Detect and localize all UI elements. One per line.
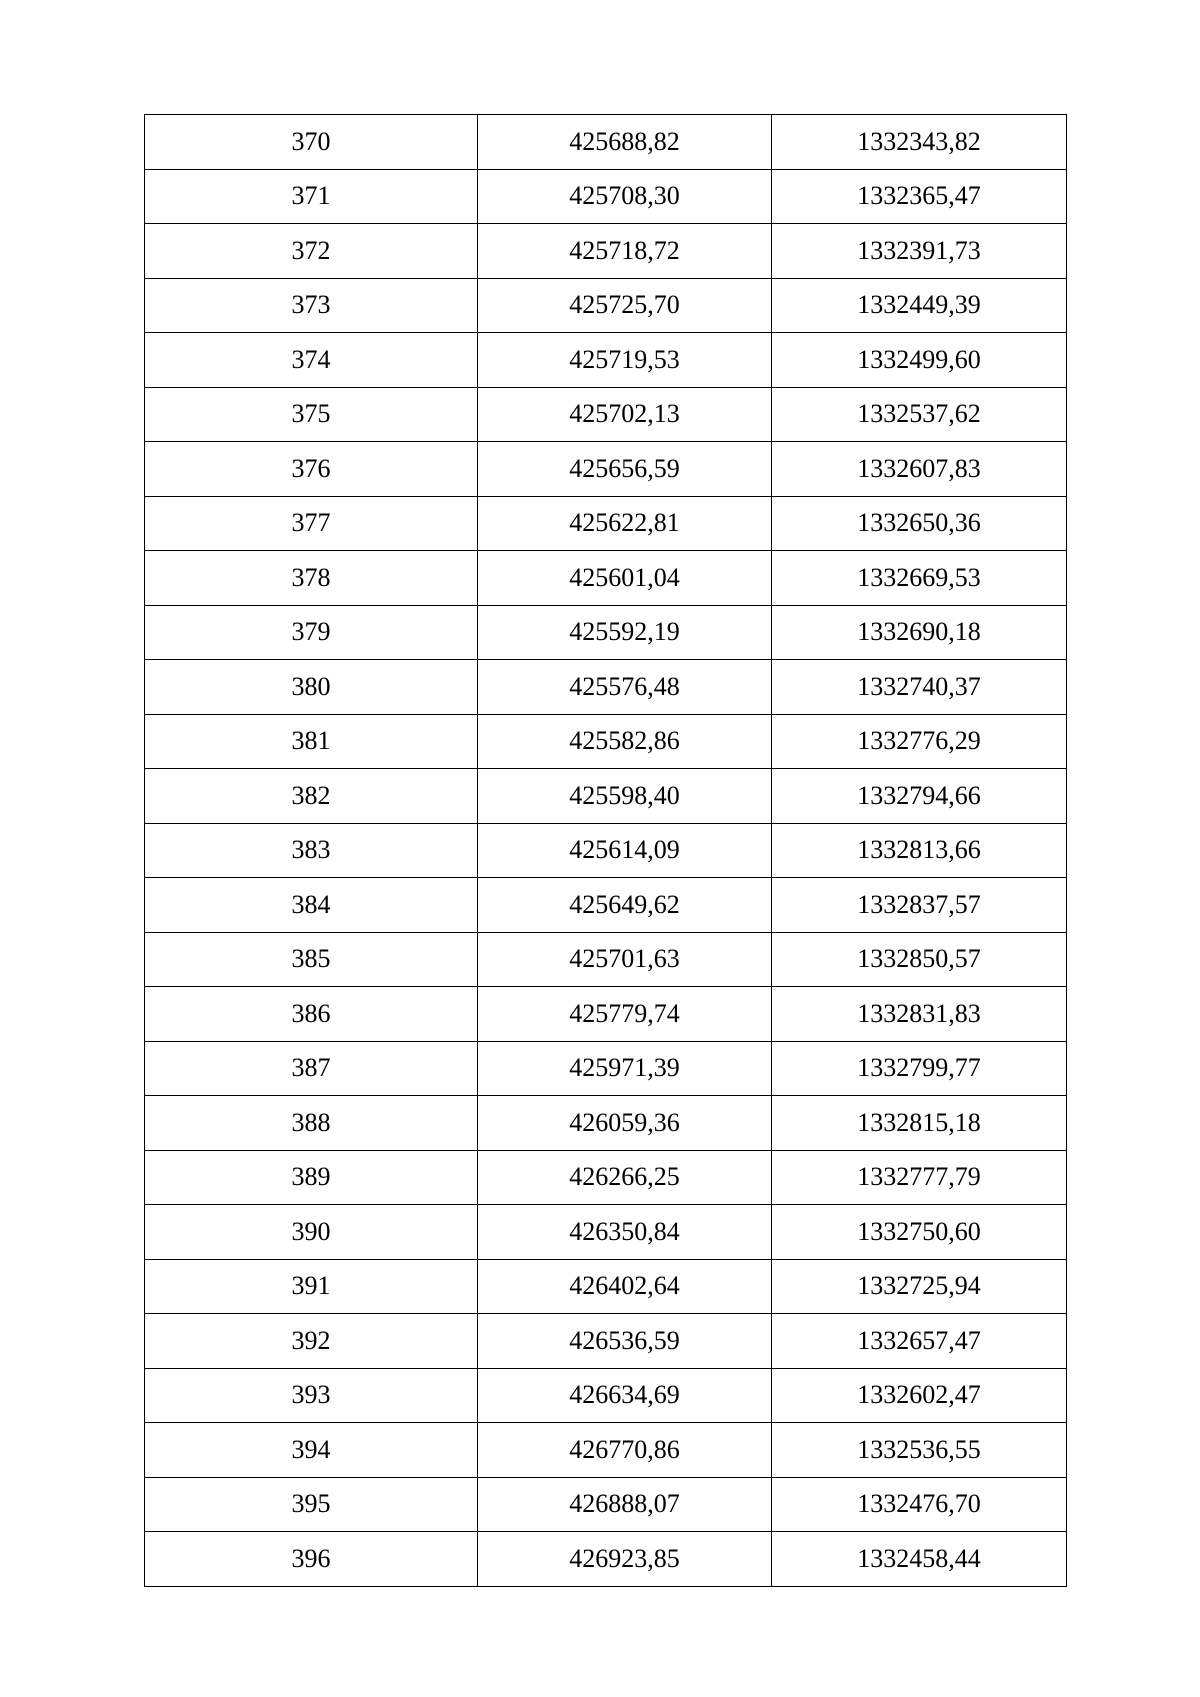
y-coordinate-cell: 1332343,82 — [772, 115, 1067, 170]
y-coordinate-cell: 1332831,83 — [772, 987, 1067, 1042]
x-coordinate-cell: 426923,85 — [478, 1532, 772, 1587]
x-coordinate-cell: 425701,63 — [478, 932, 772, 987]
point-number-cell: 393 — [145, 1368, 478, 1423]
table-row — [145, 496, 1067, 551]
y-coordinate-cell: 1332725,94 — [772, 1259, 1067, 1314]
x-coordinate-cell: 426536,59 — [478, 1314, 772, 1369]
table-row — [145, 1368, 1067, 1423]
y-coordinate-cell: 1332449,39 — [772, 278, 1067, 333]
y-coordinate-cell: 1332740,37 — [772, 660, 1067, 715]
table-row — [145, 1096, 1067, 1151]
x-coordinate-cell: 425656,59 — [478, 442, 772, 497]
y-coordinate-cell: 1332536,55 — [772, 1423, 1067, 1478]
point-number-cell: 394 — [145, 1423, 478, 1478]
y-coordinate-cell: 1332776,29 — [772, 714, 1067, 769]
table-row — [145, 1041, 1067, 1096]
table-row — [145, 714, 1067, 769]
x-coordinate-cell: 425719,53 — [478, 333, 772, 388]
y-coordinate-cell: 1332365,47 — [772, 169, 1067, 224]
table-row — [145, 878, 1067, 933]
x-coordinate-cell: 425702,13 — [478, 387, 772, 442]
table-row — [145, 1314, 1067, 1369]
point-number-cell: 388 — [145, 1096, 478, 1151]
x-coordinate-cell: 426059,36 — [478, 1096, 772, 1151]
table-row — [145, 224, 1067, 279]
x-coordinate-cell: 425576,48 — [478, 660, 772, 715]
x-coordinate-cell: 425622,81 — [478, 496, 772, 551]
x-coordinate-cell: 426402,64 — [478, 1259, 772, 1314]
table-row — [145, 932, 1067, 987]
point-number-cell: 374 — [145, 333, 478, 388]
y-coordinate-cell: 1332669,53 — [772, 551, 1067, 606]
y-coordinate-cell: 1332777,79 — [772, 1150, 1067, 1205]
x-coordinate-cell: 425779,74 — [478, 987, 772, 1042]
point-number-cell: 395 — [145, 1477, 478, 1532]
y-coordinate-cell: 1332813,66 — [772, 823, 1067, 878]
coordinates-table-body — [145, 115, 1067, 1587]
point-number-cell: 377 — [145, 496, 478, 551]
table-row — [145, 1423, 1067, 1478]
x-coordinate-cell: 426770,86 — [478, 1423, 772, 1478]
point-number-cell: 382 — [145, 769, 478, 824]
point-number-cell: 392 — [145, 1314, 478, 1369]
point-number-cell: 380 — [145, 660, 478, 715]
x-coordinate-cell: 425718,72 — [478, 224, 772, 279]
point-number-cell: 383 — [145, 823, 478, 878]
y-coordinate-cell: 1332650,36 — [772, 496, 1067, 551]
table-row — [145, 387, 1067, 442]
table-row — [145, 823, 1067, 878]
x-coordinate-cell: 425601,04 — [478, 551, 772, 606]
table-row — [145, 442, 1067, 497]
x-coordinate-cell: 425592,19 — [478, 605, 772, 660]
y-coordinate-cell: 1332837,57 — [772, 878, 1067, 933]
y-coordinate-cell: 1332476,70 — [772, 1477, 1067, 1532]
table-row — [145, 115, 1067, 170]
y-coordinate-cell: 1332607,83 — [772, 442, 1067, 497]
x-coordinate-cell: 425649,62 — [478, 878, 772, 933]
y-coordinate-cell: 1332815,18 — [772, 1096, 1067, 1151]
point-number-cell: 386 — [145, 987, 478, 1042]
y-coordinate-cell: 1332750,60 — [772, 1205, 1067, 1260]
x-coordinate-cell: 426634,69 — [478, 1368, 772, 1423]
point-number-cell: 381 — [145, 714, 478, 769]
y-coordinate-cell: 1332391,73 — [772, 224, 1067, 279]
point-number-cell: 384 — [145, 878, 478, 933]
table-row — [145, 605, 1067, 660]
point-number-cell: 378 — [145, 551, 478, 606]
table-row — [145, 660, 1067, 715]
y-coordinate-cell: 1332850,57 — [772, 932, 1067, 987]
x-coordinate-cell: 425971,39 — [478, 1041, 772, 1096]
point-number-cell: 391 — [145, 1259, 478, 1314]
coordinates-table — [144, 114, 1067, 1587]
y-coordinate-cell: 1332602,47 — [772, 1368, 1067, 1423]
x-coordinate-cell: 425598,40 — [478, 769, 772, 824]
table-row — [145, 278, 1067, 333]
x-coordinate-cell: 425614,09 — [478, 823, 772, 878]
table-row — [145, 1259, 1067, 1314]
x-coordinate-cell: 426266,25 — [478, 1150, 772, 1205]
table-row — [145, 1150, 1067, 1205]
table-row — [145, 1532, 1067, 1587]
point-number-cell: 370 — [145, 115, 478, 170]
x-coordinate-cell: 425708,30 — [478, 169, 772, 224]
table-row — [145, 1205, 1067, 1260]
table-row — [145, 1477, 1067, 1532]
x-coordinate-cell: 425582,86 — [478, 714, 772, 769]
table-row — [145, 333, 1067, 388]
y-coordinate-cell: 1332499,60 — [772, 333, 1067, 388]
y-coordinate-cell: 1332690,18 — [772, 605, 1067, 660]
y-coordinate-cell: 1332799,77 — [772, 1041, 1067, 1096]
point-number-cell: 375 — [145, 387, 478, 442]
y-coordinate-cell: 1332657,47 — [772, 1314, 1067, 1369]
x-coordinate-cell: 426350,84 — [478, 1205, 772, 1260]
point-number-cell: 379 — [145, 605, 478, 660]
point-number-cell: 390 — [145, 1205, 478, 1260]
y-coordinate-cell: 1332794,66 — [772, 769, 1067, 824]
point-number-cell: 387 — [145, 1041, 478, 1096]
y-coordinate-cell: 1332458,44 — [772, 1532, 1067, 1587]
point-number-cell: 371 — [145, 169, 478, 224]
x-coordinate-cell: 426888,07 — [478, 1477, 772, 1532]
point-number-cell: 372 — [145, 224, 478, 279]
table-row — [145, 551, 1067, 606]
x-coordinate-cell: 425725,70 — [478, 278, 772, 333]
point-number-cell: 373 — [145, 278, 478, 333]
table-row — [145, 987, 1067, 1042]
point-number-cell: 396 — [145, 1532, 478, 1587]
table-row — [145, 769, 1067, 824]
point-number-cell: 385 — [145, 932, 478, 987]
point-number-cell: 376 — [145, 442, 478, 497]
point-number-cell: 389 — [145, 1150, 478, 1205]
y-coordinate-cell: 1332537,62 — [772, 387, 1067, 442]
table-row — [145, 169, 1067, 224]
x-coordinate-cell: 425688,82 — [478, 115, 772, 170]
